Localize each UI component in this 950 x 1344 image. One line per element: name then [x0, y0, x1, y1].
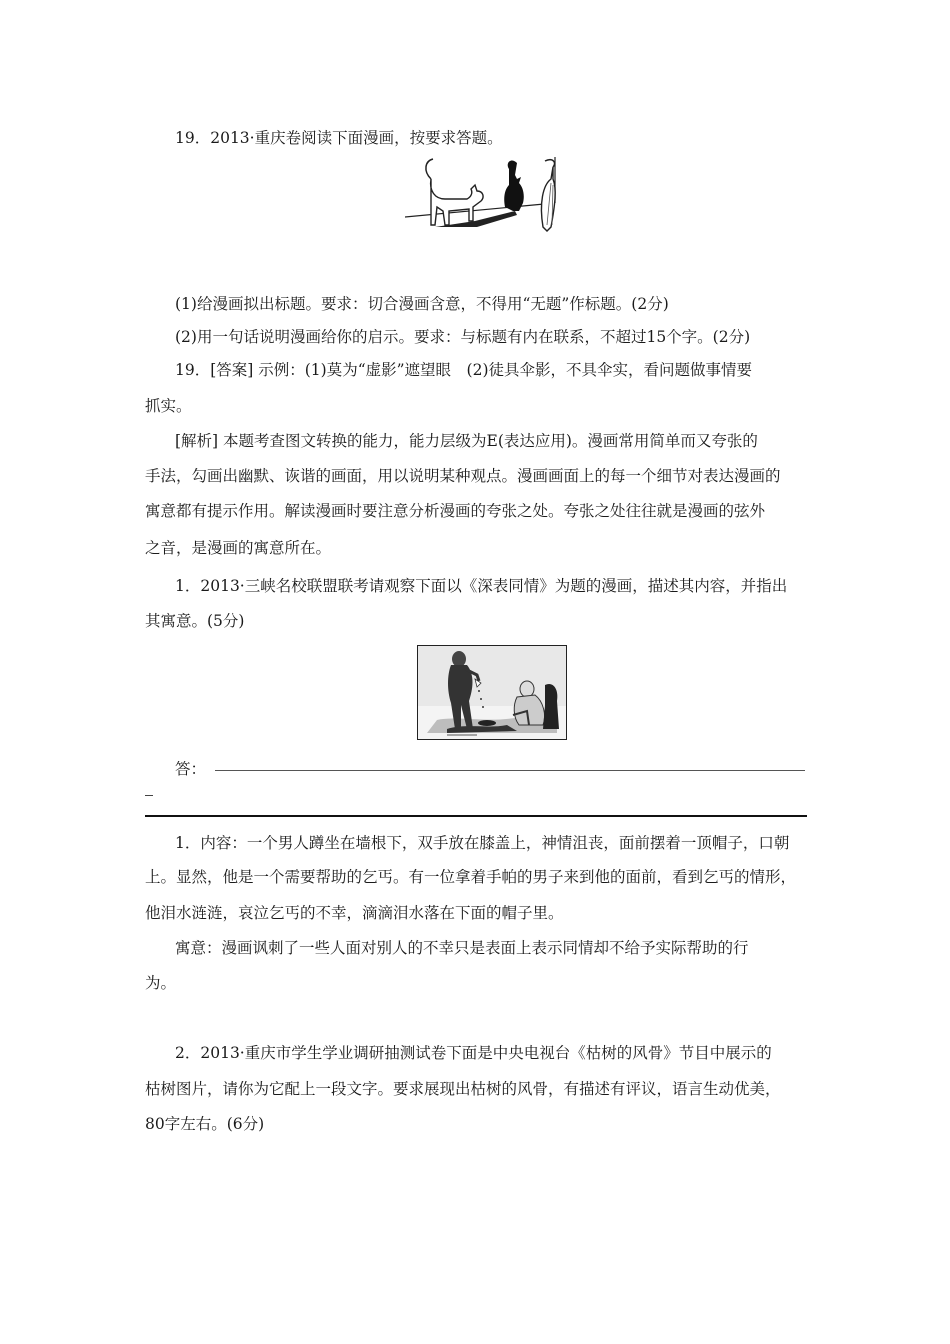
- q1-content-line1: 1．内容：一个男人蹲坐在墙根下，双手放在膝盖上，神情沮丧，面前摆着一顶帽子，口朝: [175, 834, 790, 852]
- q19-analysis-line3: 寓意都有提示作用。解读漫画时要注意分析漫画的夸张之处。夸张之处往往就是漫画的弦外: [145, 502, 766, 520]
- sympathy-cartoon: [417, 645, 567, 740]
- section-divider: [145, 815, 807, 817]
- q1-meaning-line1: 寓意：漫画讽刺了一些人面对别人的不幸只是表面上表示同情却不给予实际帮助的行: [175, 939, 749, 957]
- q1-stem-line1: 1．2013·三峡名校联盟联考请观察下面以《深表同情》为题的漫画，描述其内容，并指出: [175, 577, 788, 595]
- q19-answer-line2: 抓实。: [145, 397, 192, 415]
- q19-stem: 19．2013·重庆卷阅读下面漫画，按要求答题。: [175, 129, 503, 147]
- answer-blank-line[interactable]: [215, 770, 805, 771]
- q19-analysis-line2: 手法，勾画出幽默、诙谐的画面，用以说明某种观点。漫画画面上的每一个细节对表达漫画的: [145, 467, 781, 485]
- q2-stem-line2: 枯树图片，请你为它配上一段文字。要求展现出枯树的风骨，有描述有评议，语言生动优美，: [145, 1080, 781, 1098]
- q2-stem-line1: 2．2013·重庆市学生学业调研抽测试卷下面是中央电视台《枯树的风骨》节目中展示的: [175, 1044, 772, 1062]
- q1-answer-label: 答：: [175, 760, 207, 778]
- q19-analysis-line1: [解析] 本题考查图文转换的能力，能力层级为E(表达应用)。漫画常用简单而又夸张的: [175, 432, 758, 450]
- cat-umbrella-cartoon: [405, 155, 585, 235]
- q1-stem-line2: 其寓意。(5分): [145, 612, 245, 630]
- q19-answer-line1: 19．[答案] 示例：(1)莫为“虚影”遮望眼 (2)徒具伞影，不具伞实，看问题做事情要: [175, 361, 753, 379]
- q1-content-line2: 上。显然，他是一个需要帮助的乞丐。有一位拿着手帕的男子来到他的面前，看到乞丐的情形，: [145, 868, 797, 886]
- answer-blank-continuation: [145, 795, 153, 796]
- q1-meaning-line2: 为。: [145, 974, 177, 992]
- q19-part1: (1)给漫画拟出标题。要求：切合漫画含意，不得用“无题”作标题。(2分): [175, 295, 669, 313]
- q1-content-line3: 他泪水涟涟，哀泣乞丐的不幸，滴滴泪水落在下面的帽子里。: [145, 904, 564, 922]
- q19-analysis-line4: 之音，是漫画的寓意所在。: [145, 539, 332, 557]
- q2-stem-line3: 80字左右。(6分): [145, 1115, 265, 1133]
- q19-part2: (2)用一句话说明漫画给你的启示。要求：与标题有内在联系，不超过15个字。(2分): [175, 328, 751, 346]
